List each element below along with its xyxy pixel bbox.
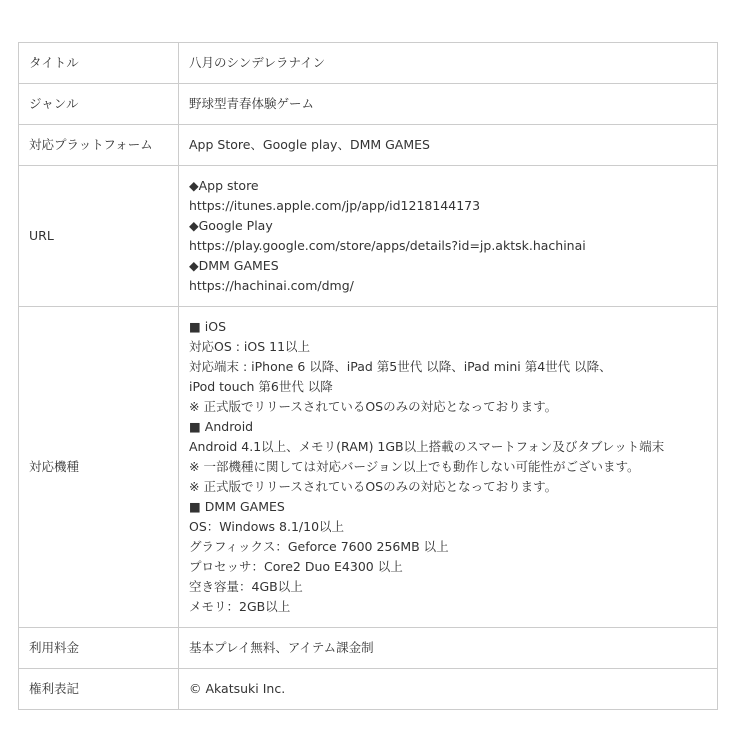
value-line: Android 4.1以上、メモリ(RAM) 1GB以上搭載のスマートフォン及びタブレット端末 — [189, 439, 665, 454]
value-line: ■ Android — [189, 419, 254, 434]
row-value — [179, 307, 718, 628]
value-line: 空き容量：4GB以上 — [189, 579, 303, 594]
row-label: ジャンル — [19, 84, 179, 125]
value-line: 基本プレイ無料、アイテム課金制 — [189, 640, 374, 655]
value-line: 八月のシンデレラナイン — [189, 55, 326, 70]
value-line: ■ DMM GAMES — [189, 499, 285, 514]
value-line: ◆App store — [189, 178, 259, 193]
value-line: グラフィックス：Geforce 7600 256MB 以上 — [189, 539, 449, 554]
row-value — [179, 43, 718, 84]
row-value — [179, 125, 718, 166]
table-row-devices — [19, 307, 718, 628]
row-label: 対応機種 — [19, 307, 179, 628]
value-line: 対応OS : iOS 11以上 — [189, 339, 311, 354]
value-line: © Akatsuki Inc. — [189, 681, 286, 696]
row-label: 利用料金 — [19, 628, 179, 669]
table-row-platform — [19, 125, 718, 166]
value-line: メモリ：2GB以上 — [189, 599, 291, 614]
row-label: 権利表記 — [19, 669, 179, 710]
value-line: 対応端末 : iPhone 6 以降、iPad 第5世代 以降、iPad mini 第4世代 以降、 — [189, 359, 612, 374]
value-line: ◆Google Play — [189, 218, 273, 233]
value-line: ◆DMM GAMES — [189, 258, 279, 273]
row-label: 対応プラットフォーム — [19, 125, 179, 166]
value-line: ※ 正式版でリリースされているOSのみの対応となっております。 — [189, 479, 558, 494]
row-label: URL — [19, 166, 179, 307]
value-line: ■ iOS — [189, 319, 227, 334]
value-line: 野球型青春体験ゲーム — [189, 96, 315, 111]
row-value — [179, 84, 718, 125]
value-line: OS：Windows 8.1/10以上 — [189, 519, 345, 534]
dmm-games-link[interactable]: https://hachinai.com/dmg/ — [189, 278, 354, 293]
value-line: プロセッサ：Core2 Duo E4300 以上 — [189, 559, 403, 574]
value-line: iPod touch 第6世代 以降 — [189, 379, 333, 394]
game-info-table — [18, 42, 718, 710]
value-line: ※ 正式版でリリースされているOSのみの対応となっております。 — [189, 399, 558, 414]
row-value — [179, 669, 718, 710]
value-line: App Store、Google play、DMM GAMES — [189, 137, 430, 152]
table-row-title — [19, 43, 718, 84]
table-row-genre — [19, 84, 718, 125]
table-row-price — [19, 628, 718, 669]
table-row-copyright — [19, 669, 718, 710]
table-row-url — [19, 166, 718, 307]
row-value — [179, 628, 718, 669]
row-value — [179, 166, 718, 307]
app-store-link[interactable]: https://itunes.apple.com/jp/app/id1218144173 — [189, 198, 481, 213]
value-line: ※ 一部機種に関しては対応バージョン以上でも動作しない可能性がございます。 — [189, 459, 640, 474]
row-label: タイトル — [19, 43, 179, 84]
google-play-link[interactable]: https://play.google.com/store/apps/details?id=jp.aktsk.hachinai — [189, 238, 586, 253]
